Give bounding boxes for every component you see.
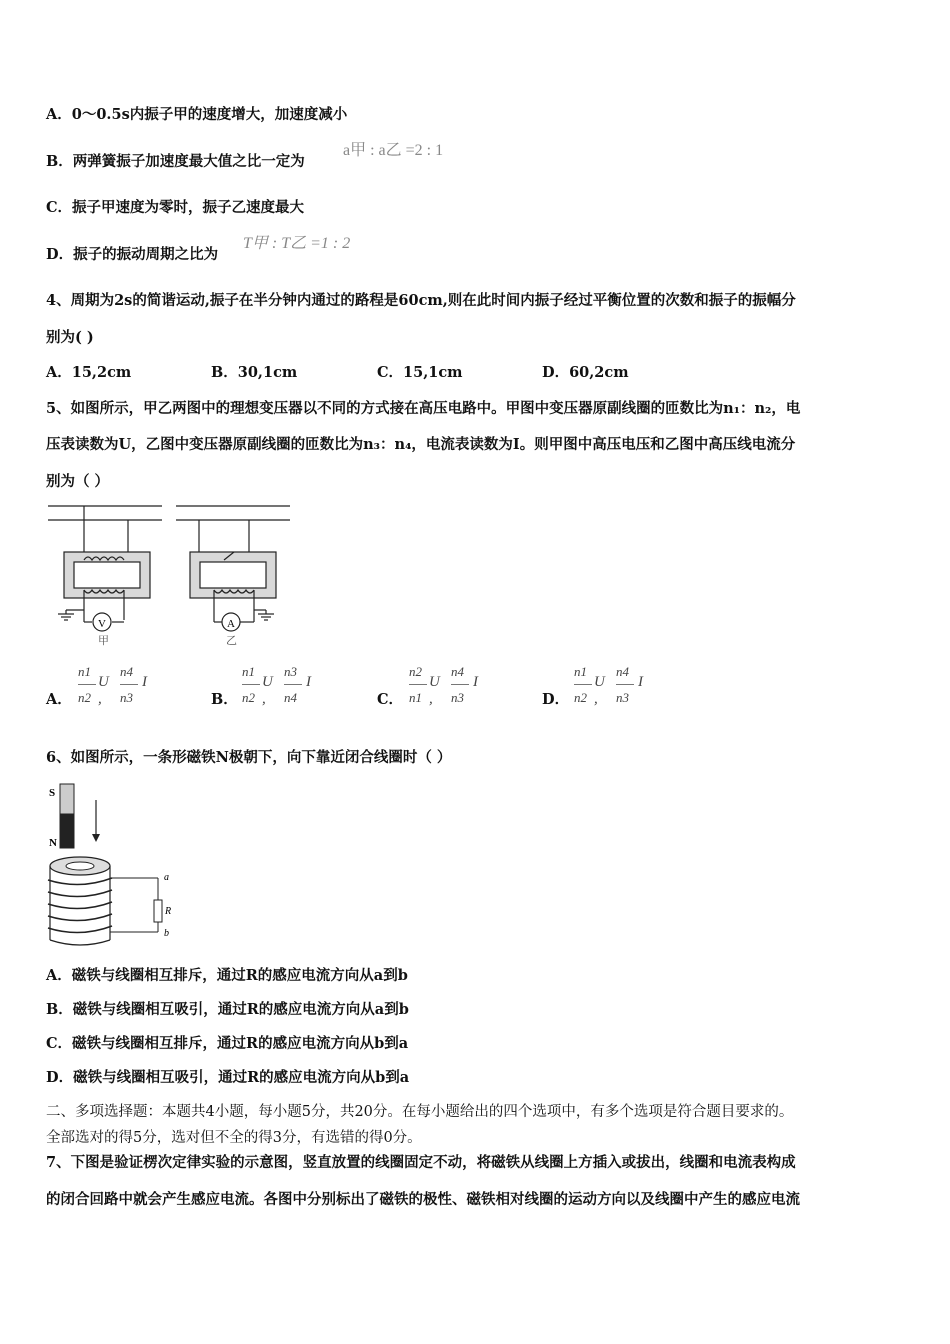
q4-option-a: A．15,2cm	[46, 364, 132, 381]
q4-stem-line1: 4、周期为2s的简谐运动,振子在半分钟内通过的路程是60cm,则在此时间内振子经过平衡位置的次数和振子的振幅分	[46, 292, 796, 309]
q3-option-b-text: B．两弹簧振子加速度最大值之比一定为	[46, 153, 305, 170]
q4-option-d: D．60,2cm	[542, 364, 629, 381]
q5-option-c-label: C．	[377, 691, 404, 708]
q6-label-r: R	[165, 906, 172, 917]
q6-label-n: N	[49, 837, 57, 849]
q3-option-a: A．0～0.5s内振子甲的速度增大，加速度减小	[46, 106, 348, 123]
q3-option-d	[46, 243, 218, 264]
q3-option-b-formula: a甲 : a乙 =2 : 1	[343, 142, 444, 159]
q3-option-c: C．振子甲速度为零时，振子乙速度最大	[46, 199, 305, 216]
q5-stem-line2: 压表读数为U，乙图中变压器原副线圈的匝数比为n₃：n₄，电流表读数为I。则甲图中高压电压和乙图中高压线电流分	[46, 436, 796, 453]
q6-option-c: C．磁铁与线圈相互排斥，通过R的感应电流方向从b到a	[46, 1035, 409, 1052]
q5-figure-label-right: 乙	[226, 635, 237, 647]
q6-stem: 6、如图所示，一条形磁铁N极朝下，向下靠近闭合线圈时（ ）	[46, 749, 452, 766]
q4-stem-line2: 别为( )	[46, 329, 94, 346]
q6-label-s: S	[49, 787, 56, 799]
section2-heading-line1: 二、多项选择题：本题共4小题，每小题5分，共20分。在每小题给出的四个选项中，有多个选项是符合题目要求的。	[46, 1104, 794, 1120]
q7-stem-line1: 7、下图是验证楞次定律实验的示意图，竖直放置的线圈固定不动，将磁铁从线圈上方插入或拔出，线圈和电流表构成	[46, 1154, 796, 1171]
q5-stem-line3: 别为（ ）	[46, 473, 110, 490]
q6-magnet-coil-figure	[40, 780, 190, 952]
q5-option-b-label: B．	[211, 691, 238, 708]
section2-heading-line2: 全部选对的得5分，选对但不全的得3分，有选错的得0分。	[46, 1130, 422, 1146]
q5-option-a-label: A．	[46, 691, 72, 708]
q5-ammeter-label: A	[227, 618, 235, 630]
q6-option-d: D．磁铁与线圈相互吸引，通过R的感应电流方向从b到a	[46, 1069, 410, 1086]
q5-figure-label-left: 甲	[98, 635, 109, 647]
q6-option-b: B．磁铁与线圈相互吸引，通过R的感应电流方向从a到b	[46, 1001, 409, 1018]
q6-label-a: a	[164, 872, 169, 883]
q5-option-d-label: D．	[542, 691, 570, 708]
q5-stem-line1: 5、如图所示，甲乙两图中的理想变压器以不同的方式接在高压电路中。甲图中变压器原副线圈的匝数比为n₁：n₂，电	[46, 400, 801, 417]
q4-option-b: B．30,1cm	[211, 364, 298, 381]
q6-label-b: b	[164, 928, 169, 939]
q3-option-d-text: D．振子的振动周期之比为	[46, 246, 219, 263]
q5-transformer-figure	[44, 498, 294, 648]
q4-option-c: C．15,1cm	[377, 364, 463, 381]
q5-voltmeter-label: V	[98, 618, 106, 630]
q3-option-d-formula: T甲 : T乙 =1 : 2	[243, 235, 351, 252]
q6-option-a: A．磁铁与线圈相互排斥，通过R的感应电流方向从a到b	[46, 967, 408, 984]
q3-option-b	[46, 150, 305, 171]
q7-stem-line2: 的闭合回路中就会产生感应电流。各图中分别标出了磁铁的极性、磁铁相对线圈的运动方向以及线圈中产生的感应电流	[46, 1191, 800, 1208]
